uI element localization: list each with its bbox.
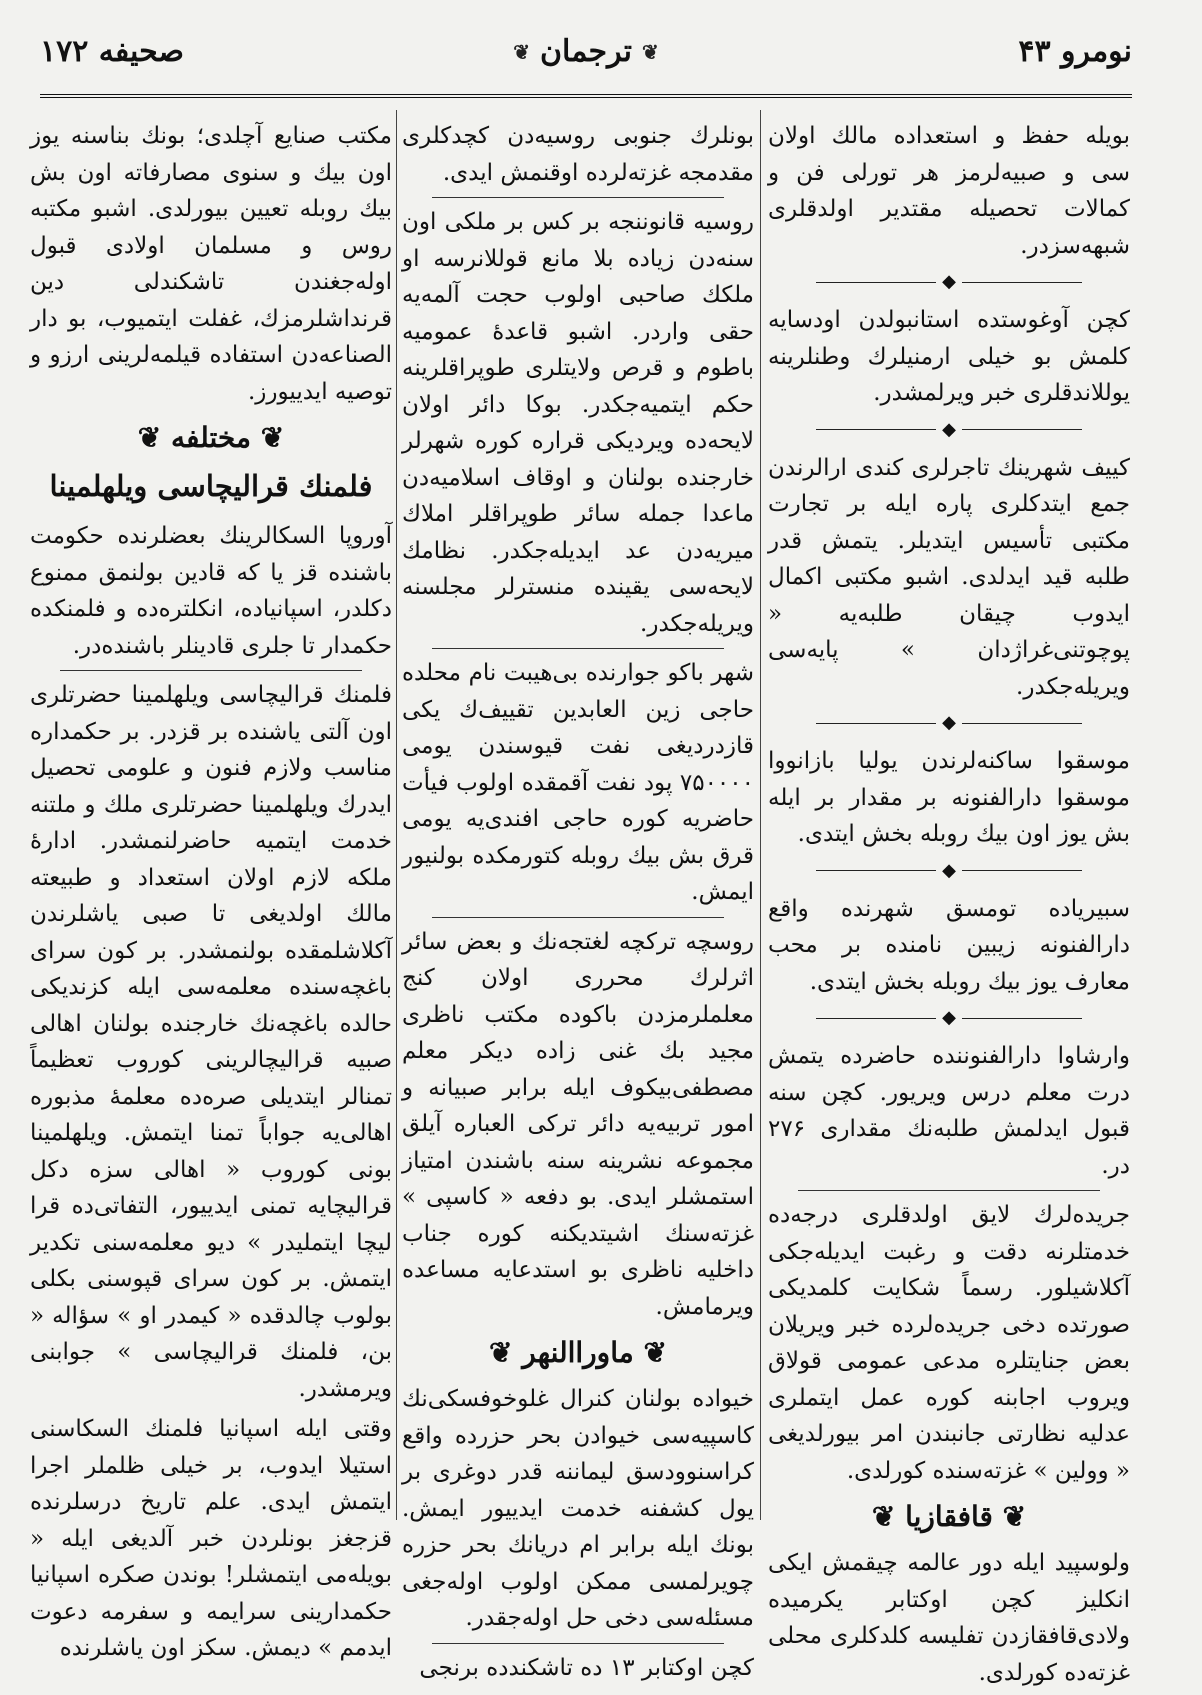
middle-column [402,118,754,1690]
separator [432,197,724,198]
ornament-icon: ❦ [513,39,531,64]
paragraph: روسيه قانوننجه بر كس بر ملكى اون سنه‌دن زياده بلا مانع قوللانرسه او ملكك صاحبى اولوب حجت آلمه‌يه حقى واردر. اشبو قاعدهٔ عموميه باطوم و قرص ولايتلرى طوپراقلرينه حكم ايتميه‌جكدر. بوكا دائر اولان لايحه‌ده ويرديكى قراره كوره شهرلر خارجنده بولنان و اوقاف اسلاميه‌دن ماعدا جمله سائر طوپراقلر املاك ميريه‌دن عد ايديله‌جكدر. نظامك لايحه‌سى يقينده منسترلر مجلسنه ويريله‌جكدر. [402,209,754,637]
header-rule [40,94,1132,98]
paragraph: موسقوا ساكنه‌لرندن يوليا بازانووا موسقوا دارالفنونه بر مقدار بر ايله بش يوز اون بيك روبله بخش ايتدى. [768,748,1130,847]
article-title: فلمنك قراليچاسى ويلهلمينا [49,469,373,503]
paragraph: ولوسپيد ايله دور عالمه چيقمش ايكى انكليز كچن اوكتابر يكرميده ولادى‌قافقازدن تفليسه كلدكلرى محلى غزته‌ده كورلدى. [768,1550,1130,1686]
separator [60,670,362,671]
ornament-icon: ❦ [489,1336,513,1369]
paragraph: وارشاوا دارالفنوننده حاضرده يتمش درت معلم درس ويريور. كچن سنه قبول ايدلمش طلبه‌نك مقدارى ۲۷۶ در. [768,1043,1130,1179]
diamond-divider-icon: ◆ [768,416,1130,444]
diamond-divider-icon: ◆ [768,857,1130,885]
separator [432,917,724,918]
column-divider [760,110,761,1520]
ornament-icon: ❦ [137,421,162,454]
section-heading: ❦ مختلفه ❦ [137,421,285,454]
column-divider [396,110,397,1520]
paragraph: كچن اوكتابر ۱۳ ده تاشكندده برنجى [419,1654,754,1681]
paragraph: بونلرك جنوبى روسيه‌دن كچدكلرى مقدمجه غزته‌لرده اوقنمش ايدى. [402,123,754,186]
paragraph: جريده‌لرك لايق اولدقلرى درجه‌ده خدمتلرنه دقت و رغبت ايديله‌جكى آكلاشيلور. رسماً شكايت كلمديكى صورتده دخى جريده‌لرده خبر ويريلان بعض جنايتلره مدعى عمومى قولاق ويروب اجابنه كوره عمل ايتملرى عدليه نظارتى جانبندن امر بيورلديغى « وولين » غزته‌سنده كورلدى. [768,1202,1130,1484]
paragraph: كچن آوغوستده استانبولدن اودسايه كلمش بو خيلى ارمنيلرك وطنلرينه يوللاندقلرى خبر ويرلمشدر. [768,307,1130,406]
paragraph: وقتى ايله اسپانيا فلمنك السكاسنى استيلا ايدوب، بر خيلى ظلملر اجرا ايتمش ايدى. علم تاريخ درسلرنده قزجغز بونلردن خبر آلديغى ايله « بويله‌مى ايتمشلر! بوندن صكره اسپانيا حكمدارينى سرايمه و سفرمه دعوت ايدمم » ديمش. سكز اون ياشلرنده [30,1416,392,1661]
diamond-divider-icon: ◆ [768,268,1130,296]
issue-number: نومرو ۴۳ [1018,34,1132,69]
right-column [768,118,1130,1695]
separator [432,648,724,649]
ornament-icon: ❦ [871,1500,896,1533]
paragraph: شهر باكو جوارنده بى‌هيبت نام محلده حاجى زين العابدين تقييف‌ك يكى قازدرديغى نفت قيوسندن يومى ۷۵۰۰۰۰ پود نفت آقمقده اولوب فيأت حاضريه كوره حاجى افندى‌يه يومى قرق بش بيك روبله كتورمكده بولنيور ايمش. [402,660,754,905]
paragraph: خيواده بولنان كنرال غلوخوفسكى‌نك كاسپيه‌سى خيوادن بحر حزرده واقع كراسنوودسق ليماننه قدر دوغرى بر يول كشفنه خدمت ايدييور ايمش. بونك ايله برابر ام دريانك بحر حزره چويرلمسى ممكن اولوب اوله‌جغى مسئله‌سى دخى حل اوله‌جقدر. [402,1386,754,1631]
paragraph: روسچه تركچه لغتجه‌نك و بعض سائر اثرلرك محررى اولان كنج معلملرمزدن باكوده مكتب ناظرى مجيد بك غنى زاده ديكر معلم مصطفى‌بيكوف ايله برابر صبيانه و امور تربيه‌يه دائر تركى العباره آيلق مجموعه نشرينه سنه باشندن امتياز استمشلر ايدى. بو دفعه « كاسپى » غزته‌سنك اشيتديكنه كوره جناب داخليه ناظرى بو استدعايه مساعده ويرمامش. [402,928,754,1320]
paragraph: بويله حفظ و استعداده مالك اولان سى و صبيه‌لرمز هر تورلى فن و كمالات تحصيله مقتدير اولدقلرى شبهه‌سزدر. [768,123,1130,259]
paragraph: فلمنك قراليچاسى ويلهلمينا حضرتلرى اون آلتى ياشنده بر قزدر. بر حكمداره مناسب ولازم فنون و علومى تحصيل ايدرك ويلهلمينا حضرتلرى ملك و ملتنه خدمت ايتميه حاضرلنمشدر. ادارهٔ ملكه لازم اولان استعداد و طبيعته مالك اولديغى تا صبى ياشلرندن آكلاشلمقده بولنمشدر. بر كون سراى باغچه‌سنده معلمه‌سى ايله كزنديكى حالده باغچه‌نك خارجنده بولنان اهالى صبيه قراليچالرينى كوروب تعظيماً تمنالر ايتديلى صره‌ده معلمهٔ مذبوره اهالى‌يه جواباً تمنا ايتمش. ويلهلمينا بونى كوروب « اهالى سزه دكل قراليچايه تمنى ايدييور، التفاتى‌ده قرا ليچا ايتمليدر » ديو معلمه‌سنى تكدير ايتمش. بر كون سراى قپوسنى بكلى بولوب چالدقده « كيمدر او » سؤاله « بن، فلمنك قراليچاسى » جوابنى ويرمشدر. [30,682,392,1402]
ornament-icon: ❦ [641,39,659,64]
section-heading: ❦ ماوراالنهر ❦ [489,1336,667,1369]
paragraph: كييف شهرينك تاجرلرى كندى ارالرندن جمع ايتدكلرى پاره ايله بر تجارت مكتبى تأسيس ايتديلر. يتمش قدر طلبه قيد ايدلدى. اشبو مكتبى اكمال ايدوب چيقان طلبه‌يه « پوچوتنى‌غراژدان » پايه‌سى ويريله‌جكدر. [768,454,1130,700]
ornament-icon: ❦ [260,421,285,454]
newspaper-title: ترجمان [540,34,632,69]
separator [798,1190,1100,1191]
paragraph: سبيرياده تومسق شهرنده واقع دارالفنونه زيبين نامنده بر محب معارف يوز بيك روبله بخش ايتدى. [768,895,1130,995]
section-heading: ❦ قافقازيا ❦ [871,1500,1027,1533]
ornament-icon: ❦ [643,1336,667,1369]
newspaper-title-block [513,34,659,69]
ornament-icon: ❦ [1002,1500,1027,1533]
masthead [40,28,1132,88]
diamond-divider-icon: ◆ [768,1004,1130,1032]
paragraph: آوروپا السكالرينك بعضلرنده حكومت باشنده قز يا كه قادين بولنمق ممنوع دكلدر، اسپانياده، انكلتره‌ده و فلمنكده حكمدار تا جلرى قادينلر باشنده‌در. [30,523,392,659]
left-column [30,118,392,1671]
separator [432,1643,724,1644]
diamond-divider-icon: ◆ [768,709,1130,737]
paragraph: مكتب صنايع آچلدى؛ بونك بناسنه يوز اون بيك و سنوى مصارفاته اون بش بيك روبله تعيين بيورلدى. اشبو مكتبه روس و مسلمان اولادى قبول اوله‌جغندن تاشكندلى دين قرنداشلرمزك، غفلت ايتميوب، بو دار الصناعه‌دن استفاده قيلمه‌لرينى ارزو و توصيه ايدييورز. [30,123,392,405]
page-number: صحيفه ۱۷۲ [40,34,184,69]
